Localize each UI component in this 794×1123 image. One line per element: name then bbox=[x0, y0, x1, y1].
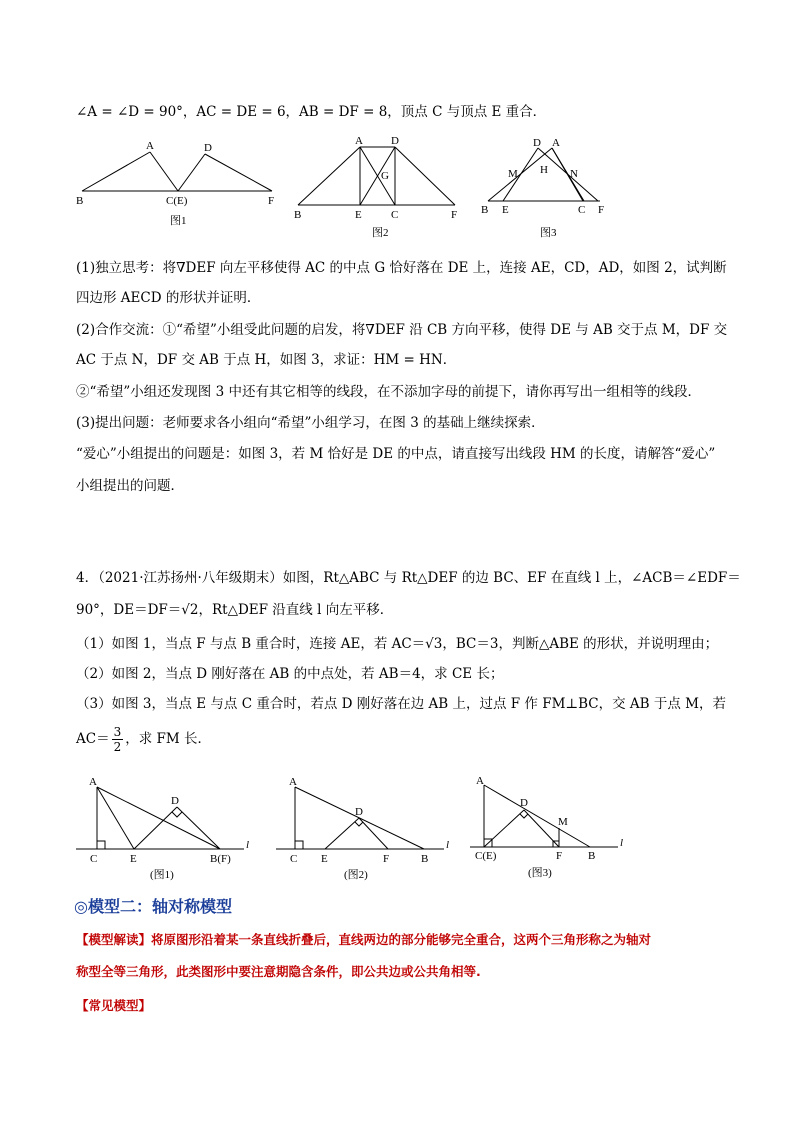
fig1-label-d: D bbox=[204, 142, 212, 154]
bfig2-label-d: D bbox=[355, 806, 363, 818]
q3-line-1: (3)提出问题：老师要求各小组向“希望”小组学习，在图 3 的基础上继续探索． bbox=[76, 415, 545, 431]
bfig3-label-m: M bbox=[558, 816, 568, 828]
figure-1-bottom bbox=[76, 787, 244, 849]
bfig3-caption: (图3) bbox=[528, 867, 552, 879]
figure-2-top bbox=[298, 147, 455, 205]
fig1-label-f: F bbox=[268, 195, 275, 207]
p4-subq-2: （2）如图 2，当点 D 刚好落在 AB 的中点处，若 AB＝4，求 CE 长； bbox=[76, 666, 504, 682]
intro-text: ∠A = ∠D = 90°，AC = DE = 6，AB = DF = 8，顶点 C 与顶点 E 重合． bbox=[76, 104, 547, 120]
fraction-numerator: 3 bbox=[113, 725, 122, 739]
bfig2-label-f: F bbox=[383, 853, 390, 865]
q1-line-1: (1)独立思考：将∇DEF 向左平移使得 AC 的中点 G 恰好落在 DE 上，连接 AE，CD，AD，如图 2，试判断 bbox=[76, 260, 727, 276]
fig3-label-d: D bbox=[533, 137, 541, 149]
p4-line-1: 4．（2021·江苏扬州·八年级期末）如图，Rt△ABC 与 Rt△DEF 的边 BC、EF 在直线 l 上，∠ACB＝∠EDF＝ bbox=[76, 570, 741, 586]
top-figures bbox=[70, 132, 630, 242]
fig3-label-c: C bbox=[578, 204, 586, 216]
p4-line-2: 90°，DE＝DF＝√2，Rt△DEF 沿直线 l 向左平移． bbox=[76, 602, 394, 618]
fig3-label-n: N bbox=[570, 168, 578, 180]
p4-subq-3b-pre: AC＝ bbox=[76, 731, 110, 747]
bfig3-label-a: A bbox=[476, 775, 484, 787]
bfig3-label-b: B bbox=[588, 850, 596, 862]
bfig2-label-l: l bbox=[446, 839, 450, 851]
bfig3-label-f: F bbox=[556, 850, 563, 862]
bfig1-label-e: E bbox=[130, 853, 137, 865]
q1-line-2: 四边形 AECD 的形状并证明． bbox=[76, 290, 261, 306]
fig3-label-e: E bbox=[502, 204, 509, 216]
q3-line-3: 小组提出的问题． bbox=[76, 478, 184, 494]
bfig1-label-a: A bbox=[89, 776, 97, 788]
fig3-label-b: B bbox=[481, 204, 489, 216]
section-title: ◎模型二：轴对称模型 bbox=[74, 897, 232, 916]
figure-2-bottom bbox=[276, 787, 444, 849]
bfig1-caption: (图1) bbox=[150, 869, 174, 881]
fig2-label-f: F bbox=[451, 209, 458, 221]
fig1-label-ce: C(E) bbox=[166, 195, 188, 207]
bfig3-label-l: l bbox=[620, 837, 624, 849]
bfig1-label-bf: B(F) bbox=[210, 853, 231, 865]
fig2-label-c: C bbox=[391, 209, 399, 221]
figure-3-bottom bbox=[470, 785, 618, 847]
fig1-caption: 图1 bbox=[170, 215, 187, 227]
fig2-label-d: D bbox=[391, 135, 399, 147]
fig3-label-a: A bbox=[552, 137, 560, 149]
fig3-caption: 图3 bbox=[540, 227, 557, 239]
q2-line-2: AC 于点 N，DF 交 AB 于点 H，如图 3，求证：HM = HN． bbox=[76, 352, 457, 368]
model-reading-line-2: 称型全等三角形，此类图形中要注意期隐含条件，即公共边或公共角相等. bbox=[76, 964, 481, 979]
bfig2-label-c: C bbox=[290, 853, 298, 865]
fig2-label-a: A bbox=[355, 135, 363, 147]
fig2-label-e: E bbox=[355, 209, 362, 221]
fraction bbox=[112, 725, 124, 754]
p4-subq-3b-post: ，求 FM 长． bbox=[125, 731, 212, 747]
q2-line-3: ②“希望”小组还发现图 3 中还有其它相等的线段，在不添加字母的前提下，请你再写出一组相等的线段． bbox=[76, 384, 701, 400]
fig2-label-g: G bbox=[381, 170, 389, 182]
fig1-label-a: A bbox=[146, 140, 154, 152]
bfig1-label-c: C bbox=[90, 853, 98, 865]
bfig1-label-d: D bbox=[171, 795, 179, 807]
fraction-denominator: 2 bbox=[113, 740, 122, 754]
bfig1-label-l: l bbox=[246, 839, 250, 851]
fig2-label-b: B bbox=[294, 209, 302, 221]
bfig3-label-d: D bbox=[520, 797, 528, 809]
bfig2-label-b: B bbox=[421, 853, 429, 865]
figure-1-top bbox=[82, 152, 272, 191]
p4-subq-3b bbox=[76, 722, 211, 756]
q2-line-1: (2)合作交流：①“希望”小组受此问题的启发，将∇DEF 沿 CB 方向平移，使得 DE 与 AB 交于点 M，DF 交 bbox=[76, 322, 728, 338]
q3-line-2: “爱心”小组提出的问题是：如图 3，若 M 恰好是 DE 的中点，请直接写出线段 HM 的长度，请解答“爱心” bbox=[76, 446, 716, 462]
bfig2-label-e: E bbox=[321, 853, 328, 865]
fig1-label-b: B bbox=[76, 195, 84, 207]
p4-subq-1: （1）如图 1，当点 F 与点 B 重合时，连接 AE，若 AC＝√3，BC＝3，判断△ABE 的形状，并说明理由； bbox=[76, 636, 719, 652]
fig2-caption: 图2 bbox=[372, 227, 389, 239]
bfig2-caption: (图2) bbox=[344, 869, 368, 881]
model-reading-line-1: 【模型解读】将原图形沿着某一条直线折叠后，直线两边的部分能够完全重合，这两个三角形称之为轴对 bbox=[76, 932, 652, 947]
bfig3-label-ce: C(E) bbox=[475, 850, 497, 862]
bfig2-label-a: A bbox=[289, 776, 297, 788]
fig3-label-m: M bbox=[508, 168, 518, 180]
bottom-figures bbox=[72, 770, 632, 885]
fig3-label-h: H bbox=[540, 164, 548, 176]
common-model-heading: 【常见模型】 bbox=[76, 998, 152, 1013]
fig3-label-f: F bbox=[598, 204, 605, 216]
p4-subq-3: （3）如图 3，当点 E 与点 C 重合时，若点 D 刚好落在边 AB 上，过点 F 作 FM⊥BC，交 AB 于点 M，若 bbox=[76, 696, 726, 712]
